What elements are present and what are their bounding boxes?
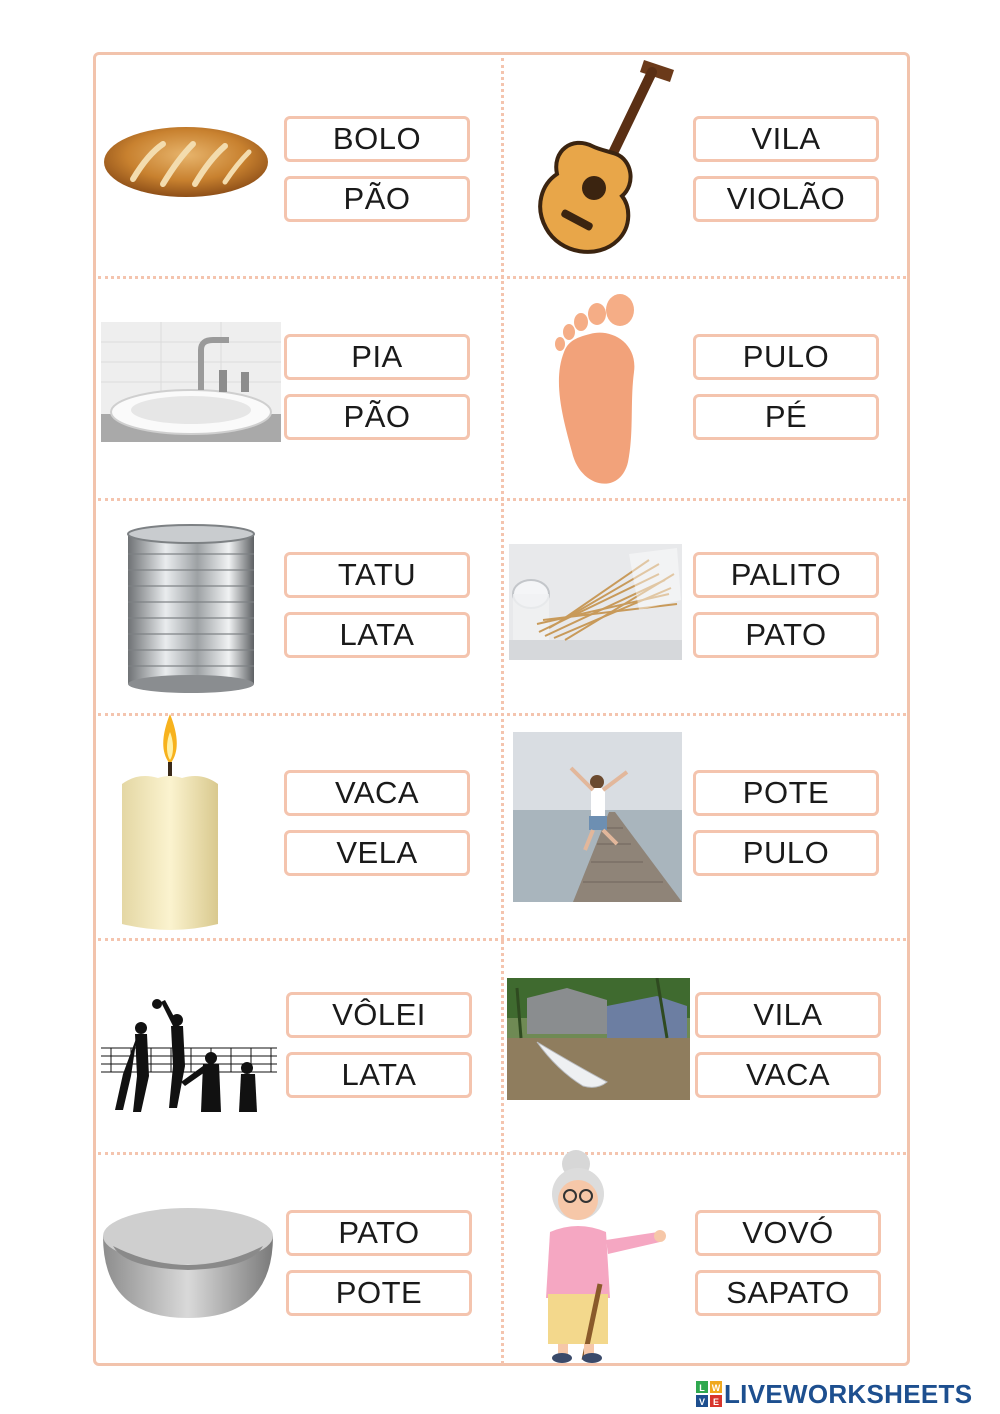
word-option[interactable]: VOVÓ	[695, 1210, 881, 1256]
column-divider	[501, 58, 504, 1364]
liveworksheets-badge-icon	[696, 1381, 722, 1407]
grandma-image	[540, 1148, 666, 1366]
toothpicks-image	[509, 544, 682, 660]
word-option[interactable]: VILA	[695, 992, 881, 1038]
word-option[interactable]: PATO	[286, 1210, 472, 1256]
row-divider	[98, 498, 906, 501]
bread-image	[103, 124, 269, 200]
word-option[interactable]: LATA	[286, 1052, 472, 1098]
village-image	[507, 978, 690, 1100]
svg-text:L: L	[699, 1383, 705, 1393]
can-image	[126, 524, 256, 696]
word-option[interactable]: BOLO	[284, 116, 470, 162]
word-option[interactable]: PIA	[284, 334, 470, 380]
word-option[interactable]: SAPATO	[695, 1270, 881, 1316]
word-option[interactable]: VACA	[695, 1052, 881, 1098]
word-option[interactable]: LATA	[284, 612, 470, 658]
svg-text:W: W	[711, 1383, 721, 1393]
word-option[interactable]: PALITO	[693, 552, 879, 598]
row-divider	[98, 1152, 906, 1155]
liveworksheets-logo	[696, 1380, 972, 1408]
liveworksheets-brand: LIVEWORKSHEETS	[724, 1378, 973, 1409]
volleyball-image	[101, 996, 277, 1114]
foot-image	[550, 292, 642, 492]
guitar-image	[532, 56, 682, 260]
word-option[interactable]: VELA	[284, 830, 470, 876]
word-option[interactable]: TATU	[284, 552, 470, 598]
word-option[interactable]: PÃO	[284, 176, 470, 222]
word-option[interactable]: VIOLÃO	[693, 176, 879, 222]
bowl-image	[101, 1202, 275, 1318]
word-option[interactable]: PATO	[693, 612, 879, 658]
svg-text:E: E	[712, 1397, 720, 1407]
row-divider	[98, 276, 906, 279]
word-option[interactable]: VACA	[284, 770, 470, 816]
sink-image	[101, 322, 281, 442]
word-option[interactable]: VÔLEI	[286, 992, 472, 1038]
row-divider	[98, 938, 906, 941]
word-option[interactable]: POTE	[286, 1270, 472, 1316]
word-option[interactable]: PULO	[693, 334, 879, 380]
svg-text:V: V	[698, 1397, 706, 1407]
word-option[interactable]: PÃO	[284, 394, 470, 440]
candle-image	[118, 714, 222, 932]
word-option[interactable]: PULO	[693, 830, 879, 876]
word-option[interactable]: PÉ	[693, 394, 879, 440]
jump-image	[513, 732, 682, 902]
word-option[interactable]: VILA	[693, 116, 879, 162]
word-option[interactable]: POTE	[693, 770, 879, 816]
